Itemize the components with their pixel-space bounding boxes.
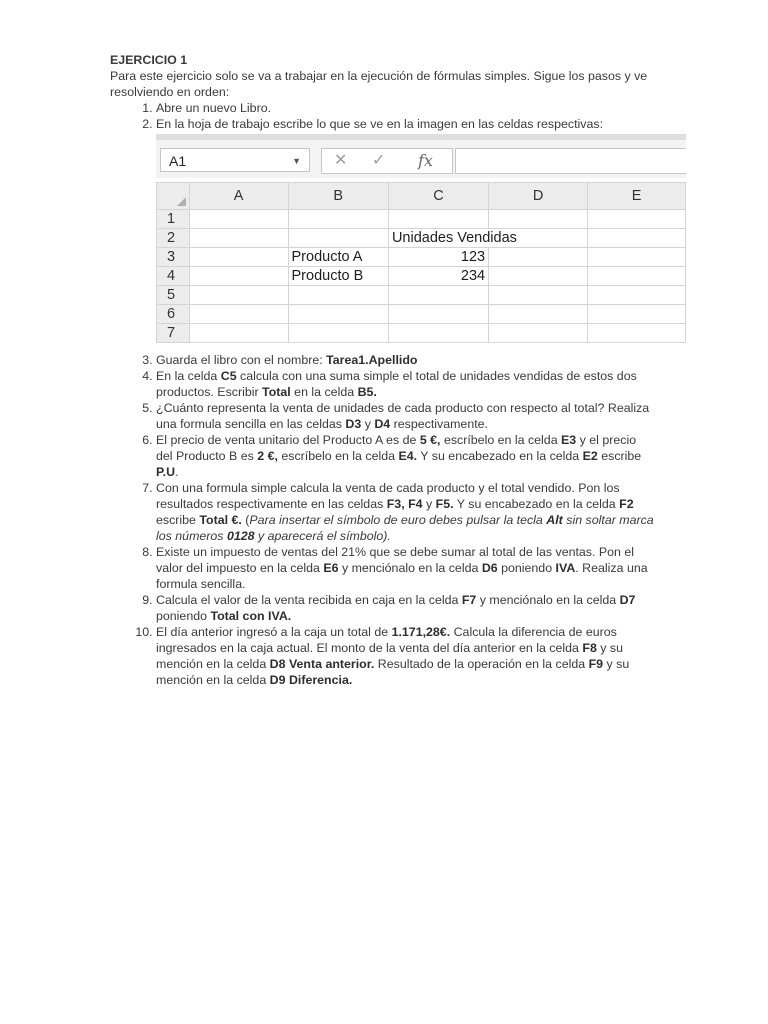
row-header: 3: [157, 248, 190, 267]
formula-buttons: [321, 148, 453, 174]
column-header: A: [189, 183, 288, 210]
function-icon: fx: [418, 151, 433, 170]
formula-bar: [156, 140, 686, 178]
document-page: [110, 52, 655, 688]
row-header: 4: [157, 267, 190, 286]
spreadsheet-screenshot: [156, 134, 686, 352]
name-box: A1 ▼: [160, 148, 310, 172]
step-9: 9. Calcula el valor de la venta recibida en caja en la celda F7 y menciónalo en la celda D7 poniendo Total con IVA.: [156, 592, 655, 624]
row-header: 2: [157, 229, 190, 248]
row-header: 5: [157, 286, 190, 305]
cell-c4: 234: [388, 267, 488, 286]
cancel-icon: ✕: [334, 152, 348, 169]
step-5: 5. ¿Cuánto representa la venta de unidades de cada producto con respecto al total? Realiza una formula sencilla en las celdas D3 y D4 respectivamente.: [156, 400, 655, 432]
column-header: D: [489, 183, 588, 210]
cell-grid: [156, 182, 686, 343]
check-icon: ✓: [372, 152, 386, 169]
row-header: 1: [157, 210, 190, 229]
step-7: 7. Con una formula simple calcula la venta de cada producto y el total vendido. Pon los resultados respectivamente en las celdas F3, F4 y F5. Y su encabezado en la celda F2 escribe Total €. (Para insertar el símbolo de euro debes pulsar la tecla Alt sin soltar marca los números 0128 y aparecerá el símbolo).: [156, 480, 655, 544]
row-header: 6: [157, 305, 190, 324]
step-3: 3. Guarda el libro con el nombre: Tarea1.Apellido: [156, 352, 655, 368]
chevron-down-icon: ▼: [292, 156, 301, 166]
intro-paragraph: Para este ejercicio solo se va a trabajar en la ejecución de fórmulas simples. Sigue los pasos y ve resolviendo en orden:: [110, 69, 648, 99]
cell-c2: Unidades Vendidas: [388, 229, 587, 248]
step-8: 8. Existe un impuesto de ventas del 21% que se debe sumar al total de las ventas. Pon el valor del impuesto en la celda E6 y menciónalo en la celda D6 poniendo IVA. Realiza una formula sencilla.: [156, 544, 655, 592]
cell-b4: Producto B: [288, 267, 388, 286]
steps-list: [110, 100, 655, 688]
formula-input: [455, 148, 686, 174]
column-header: B: [288, 183, 388, 210]
cell-c3: 123: [388, 248, 488, 267]
step-2: 2. En la hoja de trabajo escribe lo que se ve en la imagen en las celdas respectivas: A1 ▼ ✕ ✓ fx A B C D E 1 2 Unidades Vendidas 3 Producto A 123 4 Producto B 234 5 6 7: [156, 116, 655, 352]
column-header: C: [388, 183, 488, 210]
step-10: 10. El día anterior ingresó a la caja un total de 1.171,28€. Calcula la diferencia de euros ingresados en la caja actual. El monto de la venta del día anterior en la celda F8 y su mención en la celda D8 Venta anterior. Resultado de la operación en la celda F9 y su mención en la celda D9 Diferencia.: [156, 624, 655, 688]
cell-b3: Producto A: [288, 248, 388, 267]
column-header: E: [588, 183, 686, 210]
step-6: 6. El precio de venta unitario del Producto A es de 5 €, escríbelo en la celda E3 y el precio del Producto B es 2 €, escríbelo en la celda E4. Y su encabezado en la celda E2 escribe P.U.: [156, 432, 655, 480]
step-1: 1. Abre un nuevo Libro.: [156, 100, 655, 116]
select-all-corner: [157, 183, 190, 210]
exercise-title: EJERCICIO 1: [110, 53, 188, 67]
step-4: 4. En la celda C5 calcula con una suma simple el total de unidades vendidas de estos dos productos. Escribir Total en la celda B5.: [156, 368, 655, 400]
row-header: 7: [157, 324, 190, 343]
